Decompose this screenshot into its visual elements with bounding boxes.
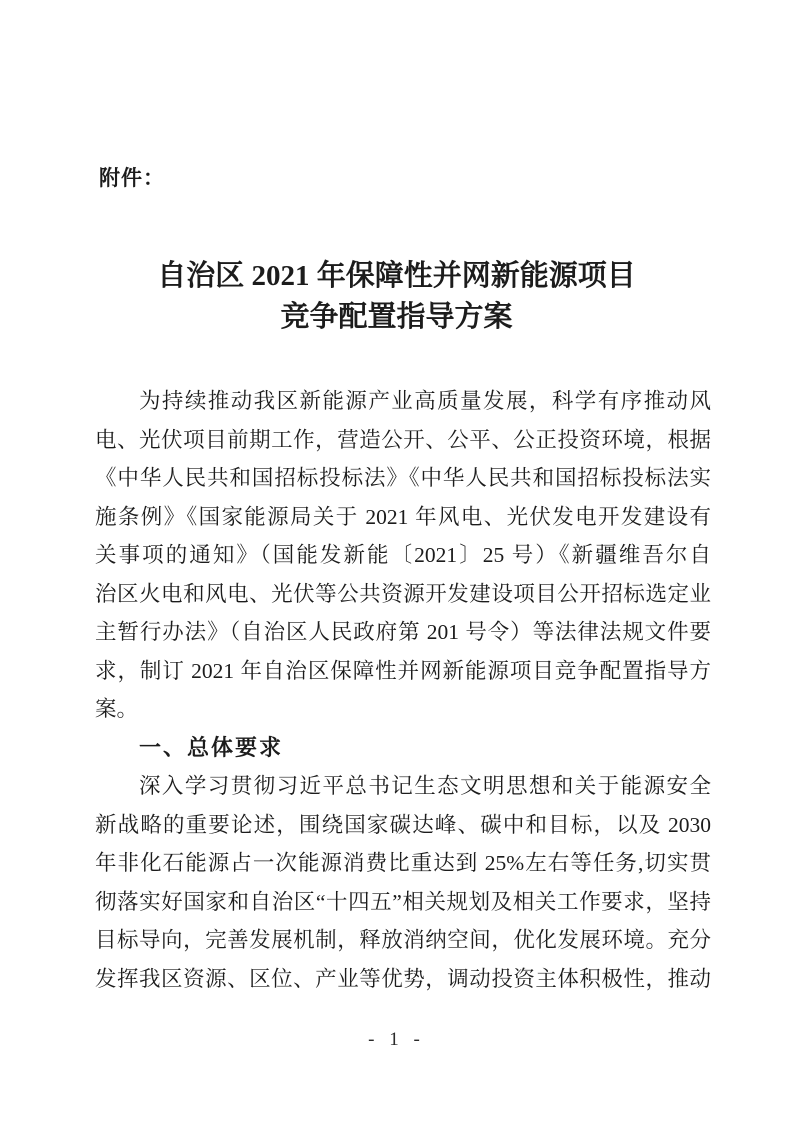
- body-line: 案。: [95, 697, 139, 721]
- body-line: 求，制订 2021 年自治区保障性并网新能源项目竞争配置指导方: [95, 658, 711, 683]
- body-line: 《中华人民共和国招标投标法》《中华人民共和国招标投标法实: [95, 466, 711, 490]
- document-body: [95, 382, 711, 998]
- body-line: 发挥我区资源、区位、产业等优势，调动投资主体积极性，推动: [95, 966, 711, 991]
- section-heading-general-requirements: 一、总体要求: [139, 734, 284, 760]
- body-line: 彻落实好国家和自治区“十四五”相关规划及相关工作要求，坚持: [95, 889, 711, 914]
- body-line: 新战略的重要论述，围绕国家碳达峰、碳中和目标，以及 2030: [95, 812, 711, 837]
- attachment-label: 附件：: [99, 167, 165, 190]
- body-line: 主暂行办法》（自治区人民政府第 201 号令）等法律法规文件要: [95, 620, 711, 644]
- doc-title-line-2: 竞争配置指导方案: [280, 301, 513, 333]
- body-line: 深入学习贯彻习近平总书记生态文明思想和关于能源安全: [139, 774, 711, 798]
- page-number: - 1 -: [368, 1029, 425, 1050]
- body-line: 治区火电和风电、光伏等公共资源开发建设项目公开招标选定业: [95, 581, 711, 606]
- body-line: 年非化石能源占一次能源消费比重达到 25%左右等任务,切实贯: [95, 851, 711, 875]
- body-line: 施条例》《国家能源局关于 2021 年风电、光伏发电开发建设有: [95, 504, 711, 529]
- body-line: 目标导向，完善发展机制，释放消纳空间，优化发展环境。充分: [95, 928, 711, 952]
- body-line: 关事项的通知》（国能发新能〔2021〕25 号）《新疆维吾尔自: [95, 543, 711, 567]
- doc-title-line-1: 自治区 2021 年保障性并网新能源项目: [157, 260, 636, 292]
- doc-title: [0, 256, 793, 338]
- body-line: 电、光伏项目前期工作，营造公开、公平、公正投资环境，根据: [95, 427, 711, 452]
- body-line: 为持续推动我区新能源产业高质量发展，科学有序推动风: [139, 389, 711, 413]
